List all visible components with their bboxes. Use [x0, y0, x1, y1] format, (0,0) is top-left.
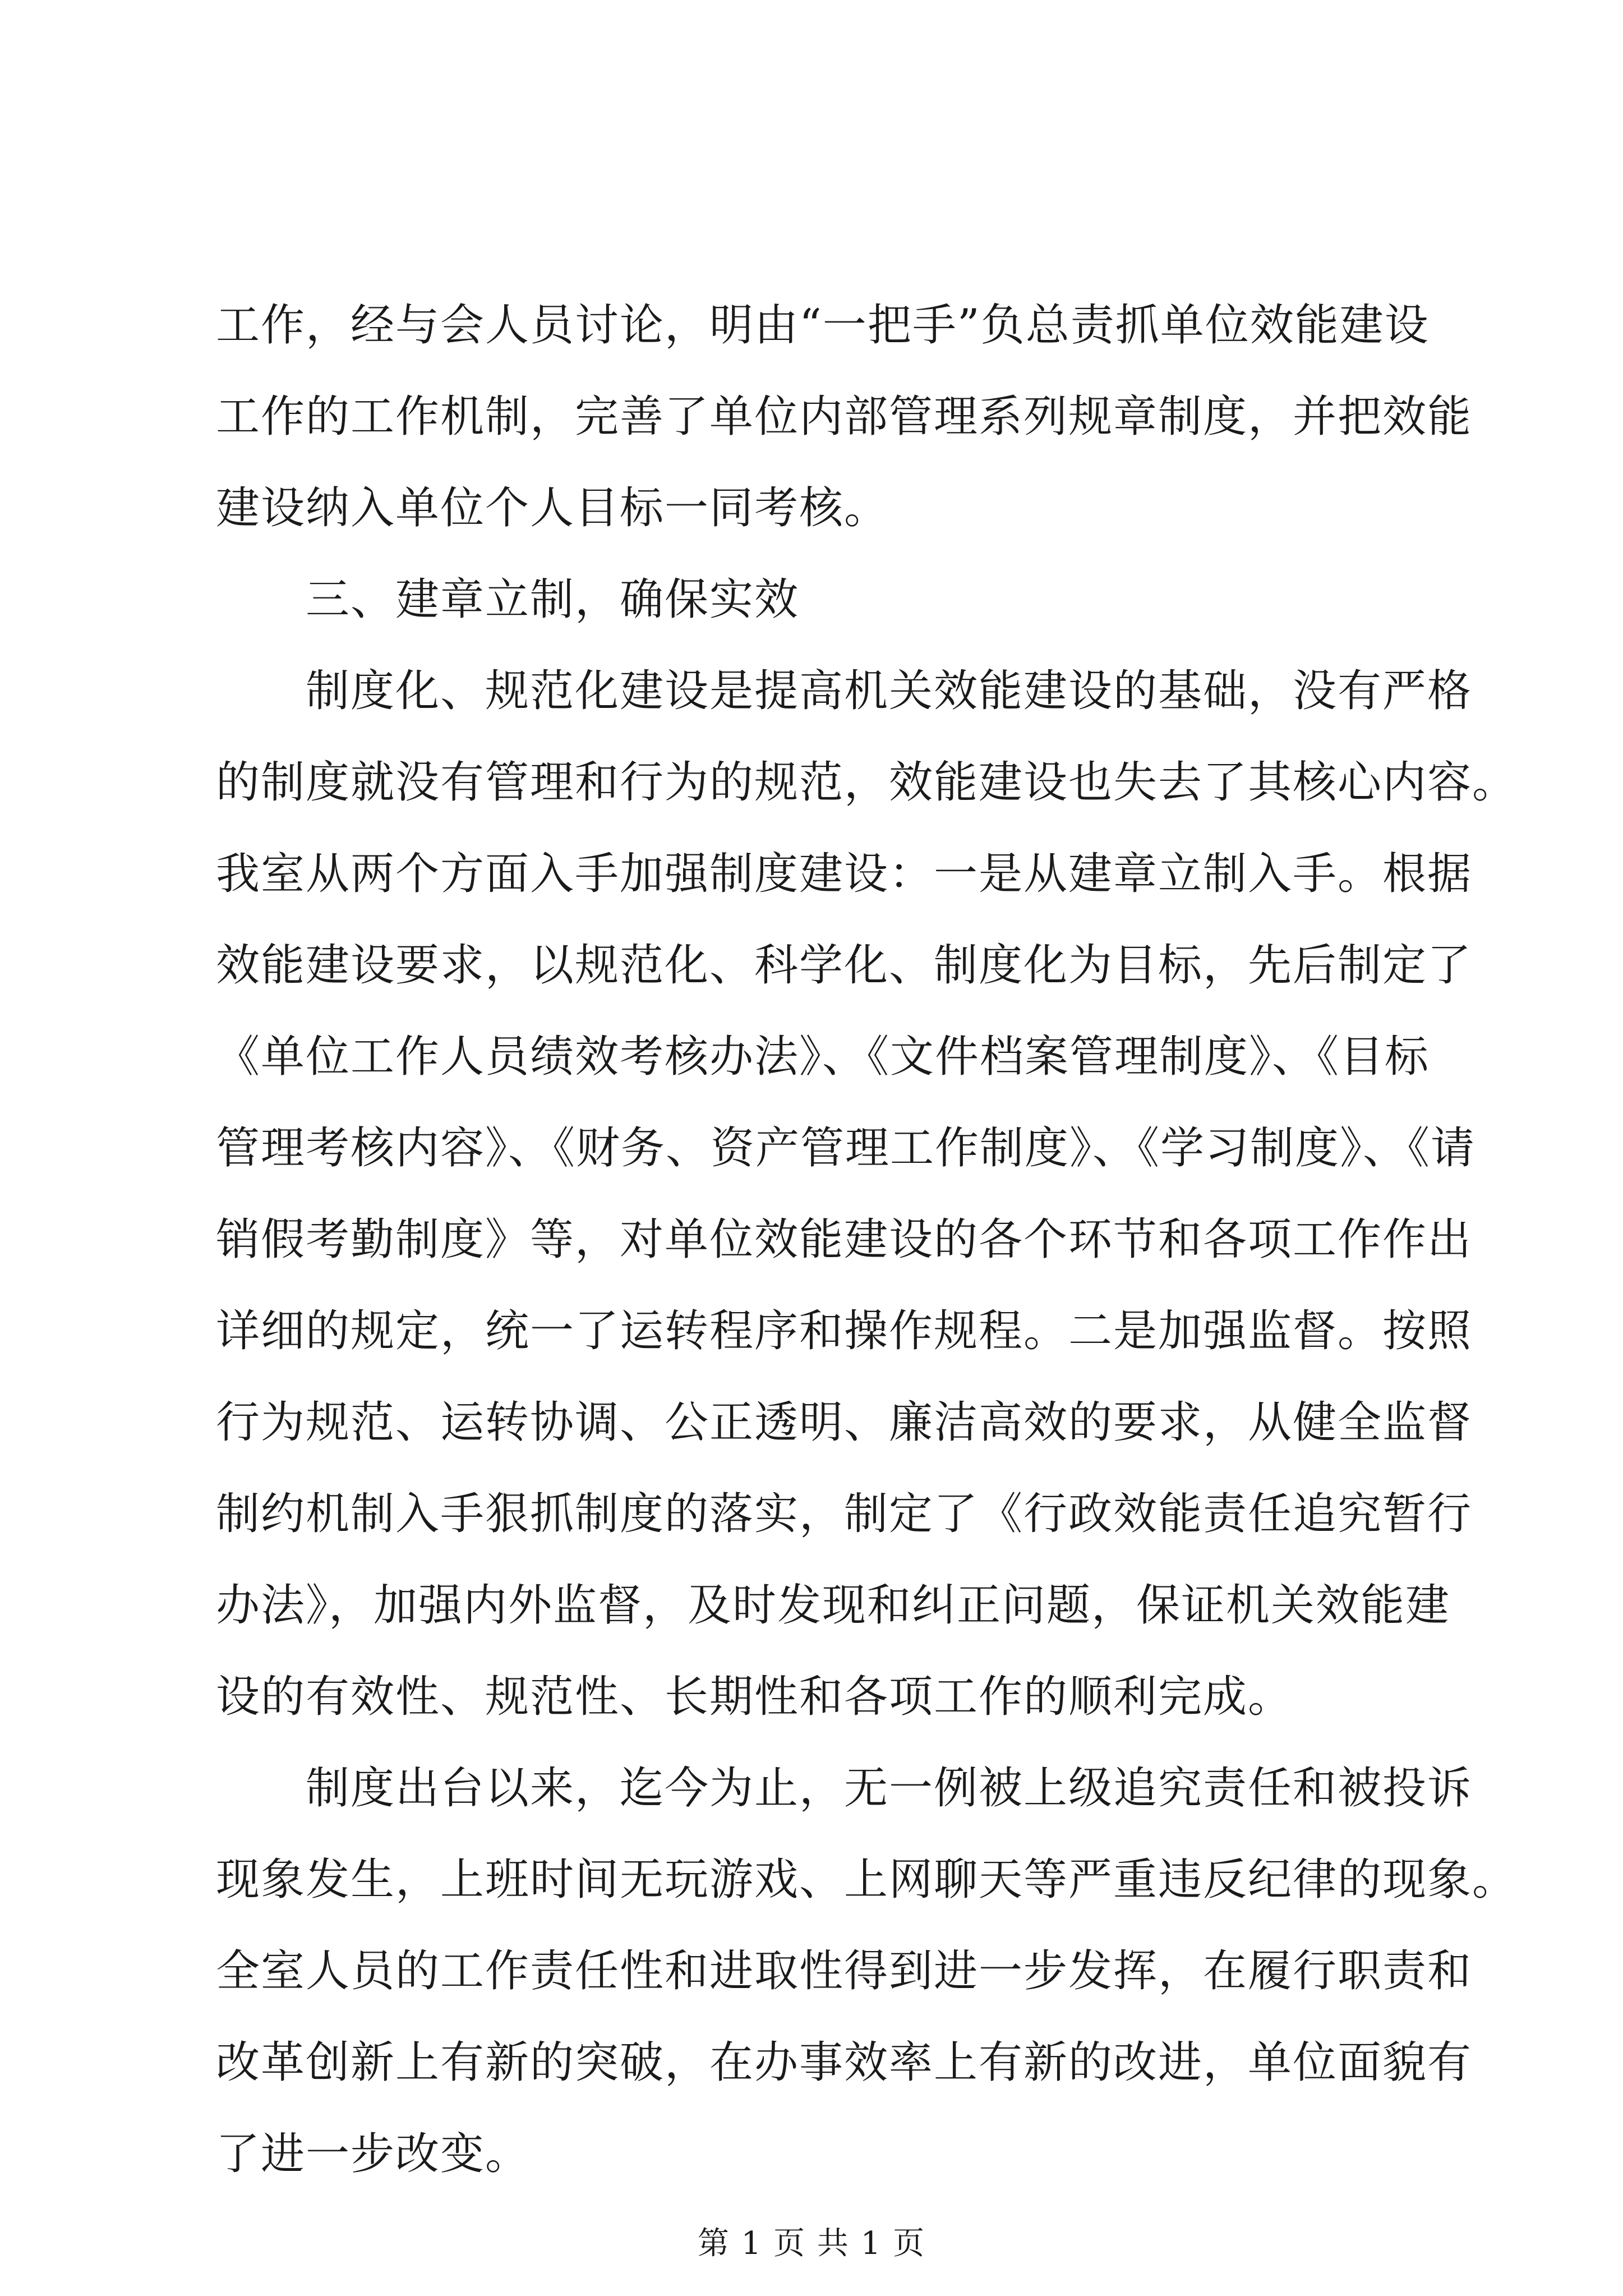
text-line: 详细的规定，统一了运转程序和操作规程。二是加强监督。按照 [216, 1306, 1473, 1356]
text-line: 全室人员的工作责任性和进取性得到进一步发挥，在履行职责和 [216, 1946, 1473, 1996]
text-line: 改革创新上有新的突破，在办事效率上有新的改进，单位面貌有 [216, 2037, 1473, 2088]
text-line: 效能建设要求，以规范化、科学化、制度化为目标，先后制定了 [216, 940, 1473, 991]
text-line: 制约机制入手狠抓制度的落实，制定了《行政效能责任追究暂行 [216, 1489, 1473, 1539]
text-line: 《单位工作人员绩效考核办法》、《文件档案管理制度》、《目标 [216, 1032, 1430, 1082]
text-line: 建设纳入单位个人目标一同考核。 [216, 483, 889, 533]
text-line: 管理考核内容》、《财务、资产管理工作制度》、《学习制度》、《请 [216, 1123, 1476, 1174]
text-line: 设的有效性、规范性、长期性和各项工作的顺利完成。 [216, 1672, 1293, 1722]
section-heading: 三、建章立制，确保实效 [306, 574, 800, 625]
text-line: 制度出台以来，迄今为止，无一例被上级追究责任和被投诉 [306, 1763, 1473, 1814]
text-line: 了进一步改变。 [216, 2129, 531, 2179]
text-line: 销假考勤制度》等，对单位效能建设的各个环节和各项工作作出 [216, 1214, 1473, 1265]
text-line: 的制度就没有管理和行为的规范，效能建设也失去了其核心内容。 [216, 757, 1518, 808]
text-line: 办法》，加强内外监督，及时发现和纠正问题，保证机关效能建 [216, 1580, 1451, 1631]
text-line: 制度化、规范化建设是提高机关效能建设的基础，没有严格 [306, 666, 1473, 716]
text-line: 行为规范、运转协调、公正透明、廉洁高效的要求，从健全监督 [216, 1397, 1473, 1448]
text-line: 工作的工作机制，完善了单位内部管理系列规章制度，并把效能 [216, 392, 1473, 442]
page-number: 第 1 页 共 1 页 [697, 2225, 926, 2262]
text-line: 现象发生，上班时间无玩游戏、上网聊天等严重违反纪律的现象。 [216, 1855, 1518, 1905]
text-line: 我室从两个方面入手加强制度建设：一是从建章立制入手。根据 [216, 849, 1473, 899]
text-line: 工作，经与会人员讨论，明由“一把手”负总责抓单位效能建设 [216, 300, 1430, 351]
